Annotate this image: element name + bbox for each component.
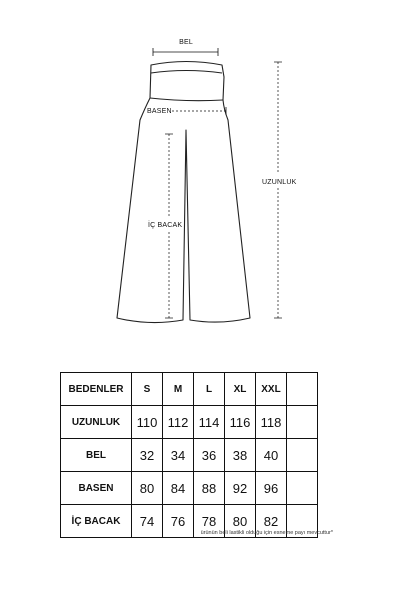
size-header: L bbox=[194, 373, 225, 406]
uzunluk-label: UZUNLUK bbox=[262, 179, 297, 186]
bel-dimension bbox=[153, 48, 218, 56]
table-cell: 88 bbox=[194, 472, 225, 505]
size-header: M bbox=[163, 373, 194, 406]
table-cell: 36 bbox=[194, 439, 225, 472]
table-cell: 38 bbox=[225, 439, 256, 472]
uzunluk-dimension bbox=[274, 62, 282, 318]
table-cell: 82 bbox=[256, 505, 287, 538]
row-label: UZUNLUK bbox=[61, 406, 132, 439]
table-cell: 80 bbox=[132, 472, 163, 505]
trousers-outline bbox=[117, 62, 250, 323]
table-cell: 80 bbox=[225, 505, 256, 538]
ic-bacak-label: İÇ BACAK bbox=[148, 222, 183, 229]
table-row bbox=[61, 439, 318, 472]
table-row bbox=[61, 406, 318, 439]
table-cell: 76 bbox=[163, 505, 194, 538]
table-row bbox=[61, 472, 318, 505]
footnote: ürünün beli lastikli olduğu için esneme payı mevcuttur* bbox=[200, 530, 333, 536]
size-chart-table bbox=[60, 372, 318, 538]
table-cell: 34 bbox=[163, 439, 194, 472]
table-cell: 92 bbox=[225, 472, 256, 505]
table-cell: 118 bbox=[256, 406, 287, 439]
size-header: XL bbox=[225, 373, 256, 406]
table-cell: 110 bbox=[132, 406, 163, 439]
row-label: BASEN bbox=[61, 472, 132, 505]
size-header: XXL bbox=[256, 373, 287, 406]
table-cell: 84 bbox=[163, 472, 194, 505]
header-label: BEDENLER bbox=[61, 373, 132, 406]
table-header-row bbox=[61, 373, 318, 406]
size-header: S bbox=[132, 373, 163, 406]
empty-cell bbox=[287, 373, 318, 406]
table-cell: 116 bbox=[225, 406, 256, 439]
basen-label: BASEN bbox=[147, 108, 172, 115]
table-cell: 40 bbox=[256, 439, 287, 472]
empty-cell bbox=[287, 406, 318, 439]
table-cell: 78 bbox=[194, 505, 225, 538]
row-label: İÇ BACAK bbox=[61, 505, 132, 538]
table-cell: 112 bbox=[163, 406, 194, 439]
table-cell: 96 bbox=[256, 472, 287, 505]
row-label: BEL bbox=[61, 439, 132, 472]
empty-cell bbox=[287, 439, 318, 472]
table-cell: 114 bbox=[194, 406, 225, 439]
empty-cell bbox=[287, 472, 318, 505]
table-cell: 74 bbox=[132, 505, 163, 538]
table-cell: 32 bbox=[132, 439, 163, 472]
bel-label: BEL bbox=[179, 39, 193, 46]
